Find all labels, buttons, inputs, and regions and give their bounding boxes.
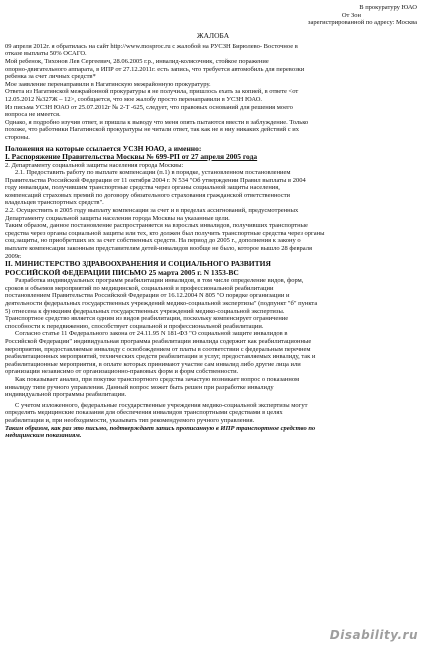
text-line: Мое заявление перенаправили в Нагатинскую межрайонную прокуратуру. bbox=[5, 80, 211, 88]
text-line: выплате компенсации законным представителям детей-инвалидов вообще не было, которое вышло 28 февраля bbox=[5, 245, 312, 253]
text-line: деятельности федеральных государственных учреждений медико-социальной экспертизы" (подпункт "б" пункта bbox=[5, 300, 318, 307]
text-line: соц.защиты, но приобретших их за счет собственных средств. На период до 2005 г., дополнения к закону о bbox=[5, 237, 301, 245]
text-line: Мой ребенок, Тихонов Лев Сергеевич, 28.06.2005 г.р., инвалид-колясочник, стойкое поражение bbox=[5, 57, 269, 65]
text-line: 09 апреля 2012г. я обратилась на сайт http://www.mosproc.ru с жалобой на РУСЗН Бирюлево- Восточное в bbox=[5, 42, 298, 50]
conclusion-block bbox=[5, 425, 421, 440]
text-line: Разработка индивидуальных программ реабилитации инвалидов, в том числе определение видов, форм, bbox=[15, 277, 304, 285]
text-line: 12.05.2012 №327Ж – 12>, сообщается, что мое жалобу просто перенаправили в УСЗН ЮАО. bbox=[5, 95, 263, 103]
text-line: медицинским показаниям. bbox=[5, 432, 82, 440]
text-line: реабилитационные мероприятия, в оплате которых принимают участие сам инвалид либо другие лица или bbox=[5, 360, 301, 368]
text-line: похоже, что работники Нагатинской прокуратуры не читали ответ, так как не я ниу никаких действий с их bbox=[5, 126, 300, 134]
text-line: индивидуальной программы реабилитации. bbox=[5, 391, 127, 399]
text-line: определять медицинские показания для обеспечения инвалидов транспортными средствами в целях bbox=[5, 409, 283, 417]
letter-block bbox=[5, 277, 421, 399]
addressee-line: В прокуратуру ЮАО bbox=[359, 4, 417, 11]
sender-line: От Зон bbox=[341, 11, 361, 19]
order-heading: I. Распоряжение Правительства Москвы № 699-РП от 27 апреля 2005 года bbox=[5, 153, 258, 161]
ministry-heading: II. МИНИСТЕРСТВО ЗДРАВООХРАНЕНИЯ И СОЦИАЛЬНОГО РАЗВИТИЯ bbox=[5, 260, 271, 269]
text-line: 2009г. bbox=[5, 252, 22, 260]
document-title: ЖАЛОБА bbox=[196, 30, 230, 40]
text-line: Транспортное средство является одним из видов реабилитации, поскольку компенсирует ограничение bbox=[5, 315, 289, 323]
text-line: 5) отнесена к функциям федеральных государственных учреждений медико-социальной экспертизы. bbox=[5, 307, 285, 315]
text-line: мероприятия, предоставляемые инвалиду с освобождением от платы в соответствии с федеральным перечнем bbox=[5, 345, 311, 353]
text-line: Однако, я подробно изучив ответ, и пришла к выводу что меня опять пытаются ввести в заблуждение. Только bbox=[5, 118, 309, 126]
text-line: Российской Федерации" индивидуальная программа реабилитации инвалида содержит как реабилитационные bbox=[5, 337, 312, 345]
address-line: зарегистрированной по адресу: Москва bbox=[307, 19, 417, 27]
text-line: 2.2. Осуществить в 2005 году выплату компенсации за счет и в пределах ассигнований, предусмотренных bbox=[5, 207, 299, 215]
text-line: вопроса не имеется. bbox=[5, 111, 61, 119]
text-line: владельцев транспортных средств". bbox=[5, 199, 104, 207]
site-watermark: Disability.ru bbox=[329, 628, 418, 642]
text-line: Правительства Российской Федерации от 11 октября 2004 г. N 534 "Об утверждении Правил выплаты в 2004 bbox=[5, 176, 306, 184]
text-line: стороны. bbox=[5, 133, 30, 141]
item-two: 2. Департаменту социальной защиты населения города Москвы: bbox=[5, 161, 184, 169]
text-line: Как показывает анализ, при покупке транспортного средства зачастую возникает вопрос о показанном bbox=[15, 375, 300, 383]
text-line: средства через органы социальной защиты или тех, кто должен был получить транспортные средства через органы bbox=[5, 229, 325, 237]
intro-paragraph bbox=[5, 43, 421, 142]
text-line: Департаменту социальной защиты населения города Москвы на указанные цели. bbox=[5, 214, 230, 222]
text-line: ребенка за счет личных средств* bbox=[5, 73, 96, 81]
ministry-letter-heading: РОССИЙСКОЙ ФЕДЕРАЦИИ ПИСЬМО 25 марта 2005 г. N 1353-ВС bbox=[5, 268, 239, 277]
text-line: Согласно статье 11 Федерального закона от 24.11.95 N 181-ФЗ "О социальной защите инвалидов в bbox=[15, 330, 288, 338]
summary-block bbox=[5, 402, 421, 425]
text-line: реабилитационных мероприятий, технических средств реабилитации и услуг, предоставляемых инвалиду, так и bbox=[5, 353, 316, 361]
text-line: инвалиду типе ручного управления. Данный вопрос может быть решен при разработке инвалиду bbox=[5, 383, 274, 391]
text-line: организации независимо от организационно-правовых форм и форм собственности. bbox=[5, 368, 239, 376]
text-line: 2.1. Предоставить работу по выплате компенсации (п.1) в порядке, установленном постановлением bbox=[15, 169, 291, 177]
text-line: году инвалидам, получившим транспортные средства через органы социальной защиты населения, bbox=[5, 184, 280, 192]
text-line: способности к передвижению, способствует социальной и профессиональной реабилитации. bbox=[5, 322, 264, 330]
text-line: опорно-двигательного аппарата, в ИПР от 27.12.2011г. есть запись, что требуется автомобиль для перевозки bbox=[5, 65, 305, 73]
text-line: отказе выплаты 50% ОСАГО. bbox=[5, 50, 87, 58]
text-line: Из письма УСЗН ЮАО от 25.07.2012г № 2-Т -625, следует, что правовых оснований для решения моего bbox=[5, 103, 293, 111]
text-line: С учетом изложенного, федеральные государственные учреждения медико-социальной экспертизы могут bbox=[15, 401, 308, 409]
text-line: реабилитации и, при необходимости, указывать тип рекомендуемого ручного управления. bbox=[5, 416, 255, 424]
text-line: Ответа из Нагатинской межрайонной прокуратуры я не получила, пришлось ехать за копией, в ответе <от bbox=[5, 88, 299, 96]
text-line: Таким образом, данное постановление распространяется на взрослых инвалидов, получивших транспортные bbox=[5, 222, 308, 230]
order-block bbox=[5, 169, 421, 260]
text-line: сроков и объемов мероприятий по медицинской, социальной и профессиональной реабилитации bbox=[5, 284, 274, 292]
section-heading: Положения на которые ссылается УСЗН ЮАО, а именно: bbox=[5, 144, 202, 153]
text-line: Таким образом, как раз это письмо, подтверждает запись прописанную в ИПР транспортное средство по bbox=[5, 424, 316, 432]
text-line: постановлением Правительства Российской Федерации от 16.12.2004 N 805 "О порядке организации и bbox=[5, 292, 290, 300]
text-line: компенсаций страховых премий по договору обязательного страхования гражданской ответственности bbox=[5, 191, 291, 199]
complaint-document bbox=[5, 4, 421, 440]
